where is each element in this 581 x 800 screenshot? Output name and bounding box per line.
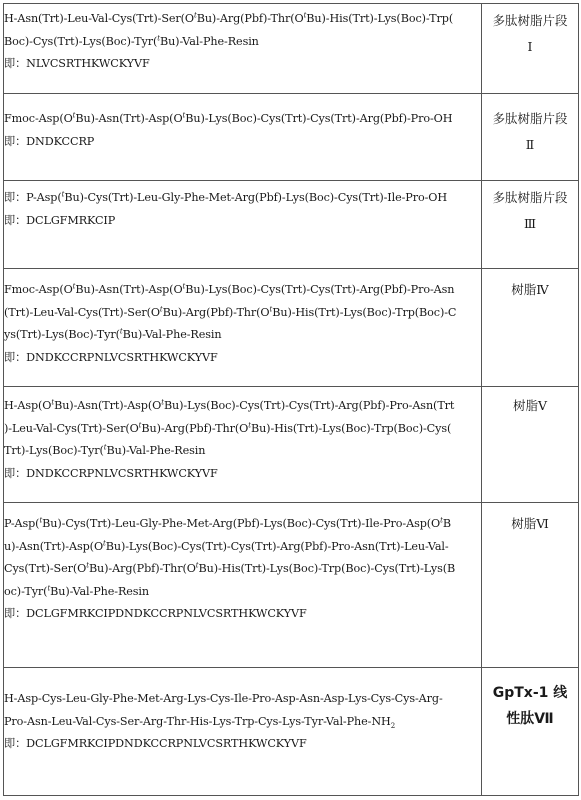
fragment-label: 多肽树脂片段 [492, 13, 568, 28]
sequence-line: 即：P-Asp($^t$Bu)-Cys(Trt)-Leu-Gly-Phe-Met-Arg(Pbf)-Lys(Boc)-Cys(Trt)-Ile-Pro-OH [4, 190, 447, 204]
fragment-numeral: Ⅱ [525, 137, 535, 152]
sequence-line: $H-Asp(O^tBu)-Asn(Trt)-Asp(O^tBu)-Lys(Boc)-Cys(Trt)-Cys(Trt)-Arg(Pbf)-Pro-Asn(Trt$ [4, 398, 455, 412]
table-row [4, 503, 579, 668]
sequence-line: 即：DNDKCCRPNLVCSRTHKWCKYVF [4, 350, 218, 364]
fragment-numeral: Ⅲ [523, 216, 537, 231]
sequence-line: 即：DNDKCCRP [4, 134, 95, 148]
sequence-line: $u)-Asn(Trt)-Asp(O^tBu)-Lys(Boc)-Cys(Trt)-Cys(Trt)-Arg(Pbf)-Pro-Asn(Trt)-Leu-Val-$ [4, 538, 449, 553]
resin-label: 树脂Ⅵ [511, 516, 549, 531]
table-row [4, 181, 579, 269]
fragment-numeral: Ⅰ [527, 39, 533, 54]
peptide-label: GpTx-1 线 [492, 685, 568, 701]
sequence-line: 即：DCLGFMRKCIPDNDKCCRPNLVCSRTHKWCKYVF [4, 607, 307, 620]
table-row [4, 269, 579, 387]
sequence-line: Trt)-Lys(Boc)-Tyr($^t$Bu)-Val-Phe-Resin [4, 443, 206, 457]
sequence-line: 即：DCLGFMRKCIP [4, 213, 116, 227]
sequence-line: $Cys(Trt)-Ser(O^tBu)-Arg(Pbf)-Thr(O^tBu)-His(Trt)-Lys(Boc)-Trp(Boc)-Cys(Trt)-Lys(B$ [4, 561, 456, 575]
label-cell [482, 668, 579, 796]
sequence-line: 即：NLVCSRTHKWCKYVF [4, 57, 150, 70]
resin-label: 树脂Ⅴ [512, 398, 548, 413]
label-cell [482, 387, 579, 503]
label-cell [482, 503, 579, 668]
peptide-label-numeral: 性肽Ⅶ [506, 711, 554, 727]
sequence-line: Boc)-Cys(Trt)-Lys(Boc)-Tyr($^t$Bu)-Val-Phe-Resin [4, 33, 259, 48]
sequence-line: 即：DNDKCCRPNLVCSRTHKWCKYVF [4, 466, 218, 480]
label-cell [482, 181, 579, 269]
sequence-line: oc)-Tyr($^t$Bu)-Val-Phe-Resin [4, 583, 150, 598]
sequence-line: Fmoc-$Asp(O^tBu)-Asn(Trt)-Asp(O^tBu)-Lys(Boc)-Cys(Trt)-Cys(Trt)-Arg(Pbf)-Pro-OH$ [4, 111, 453, 125]
sequence-line: )$-Leu-Val-Cys(Trt)-Ser(O^tBu)-Arg(Pbf)-Thr(O^tBu)-His(Trt)-Lys(Boc)-Trp(Boc)-Cys$( [4, 420, 452, 435]
table-row [4, 94, 579, 181]
sequence-line: Fmoc-$Asp(O^tBu)-Asn(Trt)-Asp(O^tBu)-Lys(Boc)-Cys(Trt)-Cys(Trt)-Arg(Pbf)-Pro$-Asn [4, 282, 455, 296]
sequence-cell [4, 94, 482, 181]
peptide-table [3, 3, 579, 796]
sequence-line: Pro-$Asn-Leu-Val-Cys-Ser-Arg-Thr-His-Lys-Trp-Cys-Lys-Tyr-Val-Phe-NH_2$ [4, 714, 396, 730]
sequence-line: ys(Trt)-Lys(Boc)-Tyr($^t$Bu)-Val-Phe-Resin [4, 327, 222, 341]
sequence-cell [4, 4, 482, 94]
label-cell [482, 94, 579, 181]
sequence-cell [4, 387, 482, 503]
label-cell [482, 269, 579, 387]
sequence-line: 即：DCLGFMRKCIPDNDKCCRPNLVCSRTHKWCKYVF [4, 737, 307, 750]
label-cell [482, 4, 579, 94]
sequence-line: H-Asp-Cys-Leu-Gly-Phe-Met-Arg-Lys-Cys-Ile-Pro-Asp-Asn-Asp-Lys-Cys-Cys-Arg- [4, 692, 443, 705]
sequence-cell [4, 503, 482, 668]
sequence-line: $P-Asp(^tBu)-Cys(Trt)-Leu-Gly-Phe-Met-Arg(Pbf)-Lys(Boc)-Cys(Trt)-Ile-Pro-Asp(O^tB$ [4, 516, 451, 530]
sequence-cell [4, 181, 482, 269]
fragment-label: 多肽树脂片段 [492, 190, 568, 205]
table-row [4, 668, 579, 796]
fragment-label: 多肽树脂片段 [492, 111, 568, 126]
table-row [4, 387, 579, 503]
sequence-line: $(Trt)-Leu-Val-Cys(Trt)-Ser(O^tBu)-Arg(Pbf)-Thr(O^tBu)-His(Trt)-Lys(Boc)-Trp(Boc)-C$ [4, 304, 457, 319]
sequence-cell [4, 269, 482, 387]
sequence-cell [4, 668, 482, 796]
resin-label: 树脂Ⅳ [511, 282, 549, 297]
table-row [4, 4, 579, 94]
sequence-line: $H-Asn(Trt)-Leu-Val-Cys(Trt)-Ser(O^tBu)-Arg(Pbf)-Thr(O^tBu)-His(Trt)-Lys(Boc)-Trp$( [4, 11, 454, 25]
